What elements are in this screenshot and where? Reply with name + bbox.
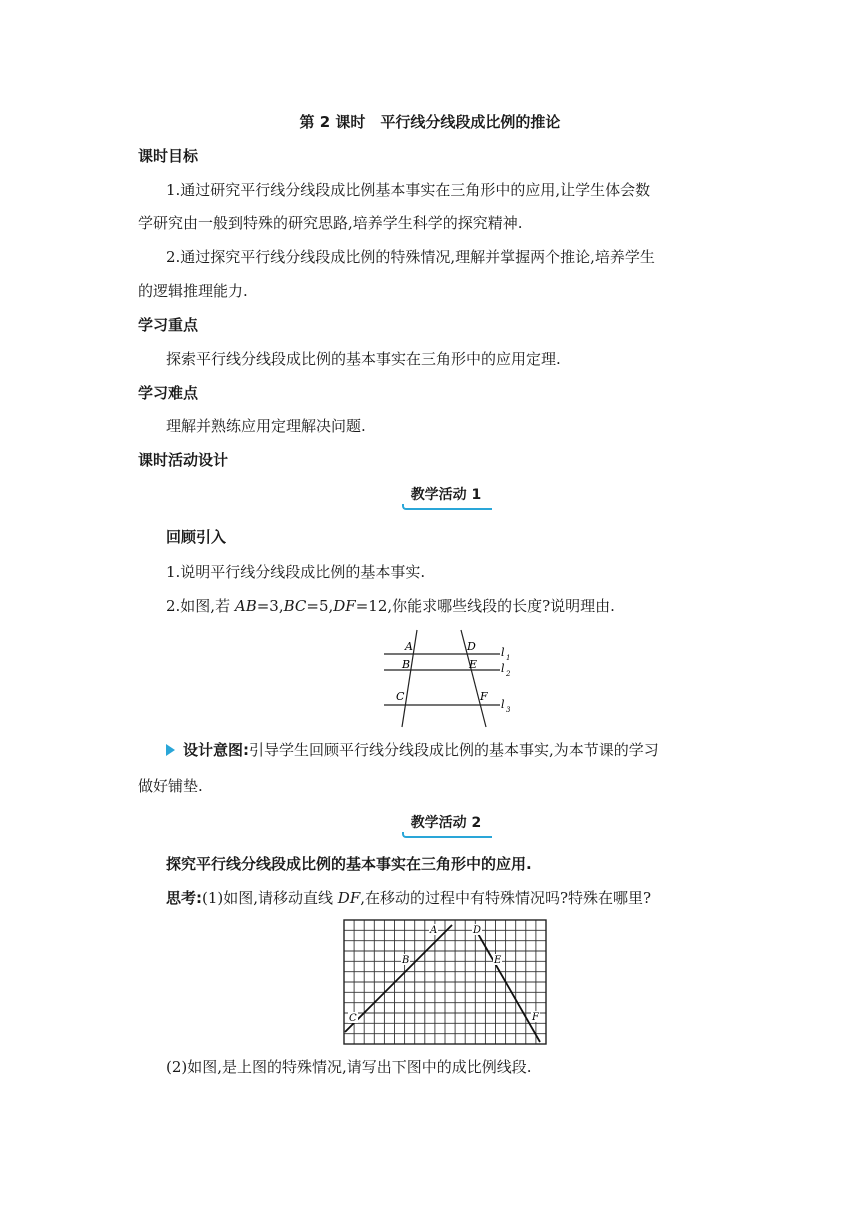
grid-label-B: B	[402, 955, 410, 966]
activity-2-heading: 探究平行线分线段成比例的基本事实在三角形中的应用.	[166, 855, 532, 873]
label-D: D	[467, 640, 476, 653]
grid-label-D: D	[473, 925, 482, 936]
label-E: E	[469, 658, 478, 671]
activity-1-intent-line-1: 设计意图:引导学生回顾平行线分线段成比例的基本事实,为本节课的学习	[183, 741, 659, 759]
line-df	[473, 925, 540, 1042]
badge-underline	[402, 504, 492, 510]
activity-2-question-2: (2)如图,是上图的特殊情况,请写出下图中的成比例线段.	[166, 1058, 532, 1076]
objective-1-line-1: 1.通过研究平行线分线段成比例基本事实在三角形中的应用,让学生体会数	[166, 181, 651, 199]
objectives-heading: 课时目标	[138, 147, 199, 165]
activity-1-item-1: 1.说明平行线分线段成比例的基本事实.	[166, 563, 426, 581]
activity-1-badge	[400, 484, 492, 510]
activity-2-think: 思考:(1)如图,请移动直线 DF,在移动的过程中有特殊情况吗?特殊在哪里?	[166, 889, 652, 907]
objective-2-line-2: 的逻辑推理能力.	[138, 282, 248, 300]
design-heading: 课时活动设计	[138, 451, 229, 469]
badge-underline	[402, 832, 492, 838]
activity-1-intent-line-2: 做好铺垫.	[138, 777, 203, 795]
grid-label-C: C	[349, 1013, 357, 1024]
activity-1-heading: 回顾引入	[166, 528, 227, 546]
activity-2-badge	[400, 812, 492, 838]
activity-1-item-2: 2.如图,若 AB=3,BC=5,DF=12,你能求哪些线段的长度?说明理由.	[166, 597, 615, 615]
grid-label-F: F	[532, 1012, 539, 1023]
label-l2: l	[501, 662, 505, 675]
label-F: F	[480, 690, 488, 703]
difficulty-text: 理解并熟练应用定理解决问题.	[166, 417, 366, 435]
difficulty-heading: 学习难点	[138, 384, 199, 402]
intent-label: 设计意图:	[183, 741, 249, 759]
label-l2-sub: 2	[506, 670, 511, 678]
label-C: C	[396, 690, 405, 703]
key-point-text: 探索平行线分线段成比例的基本事实在三角形中的应用定理.	[166, 350, 561, 368]
grid-label-E: E	[494, 955, 502, 966]
grid-figure	[340, 916, 550, 1048]
play-triangle-icon	[166, 744, 175, 756]
label-l1-sub: 1	[506, 654, 511, 662]
objective-2-line-1: 2.通过探究平行线分线段成比例的特殊情况,理解并掌握两个推论,培养学生	[166, 248, 655, 266]
think-label: 思考:	[166, 889, 202, 907]
objective-1-line-2: 学研究由一般到特殊的研究思路,培养学生科学的探究精神.	[138, 214, 523, 232]
key-point-heading: 学习重点	[138, 316, 199, 334]
grid-label-A: A	[430, 925, 438, 936]
label-l3: l	[501, 698, 505, 711]
page-title: 第 2 课时 平行线分线段成比例的推论	[299, 113, 561, 131]
label-A: A	[405, 640, 413, 653]
label-l1: l	[501, 646, 505, 659]
activity-2-badge-label: 教学活动 2	[410, 815, 482, 831]
parallel-lines-figure	[380, 626, 520, 730]
label-B: B	[402, 658, 411, 671]
label-l3-sub: 3	[506, 706, 511, 714]
activity-1-badge-label: 教学活动 1	[410, 487, 482, 503]
